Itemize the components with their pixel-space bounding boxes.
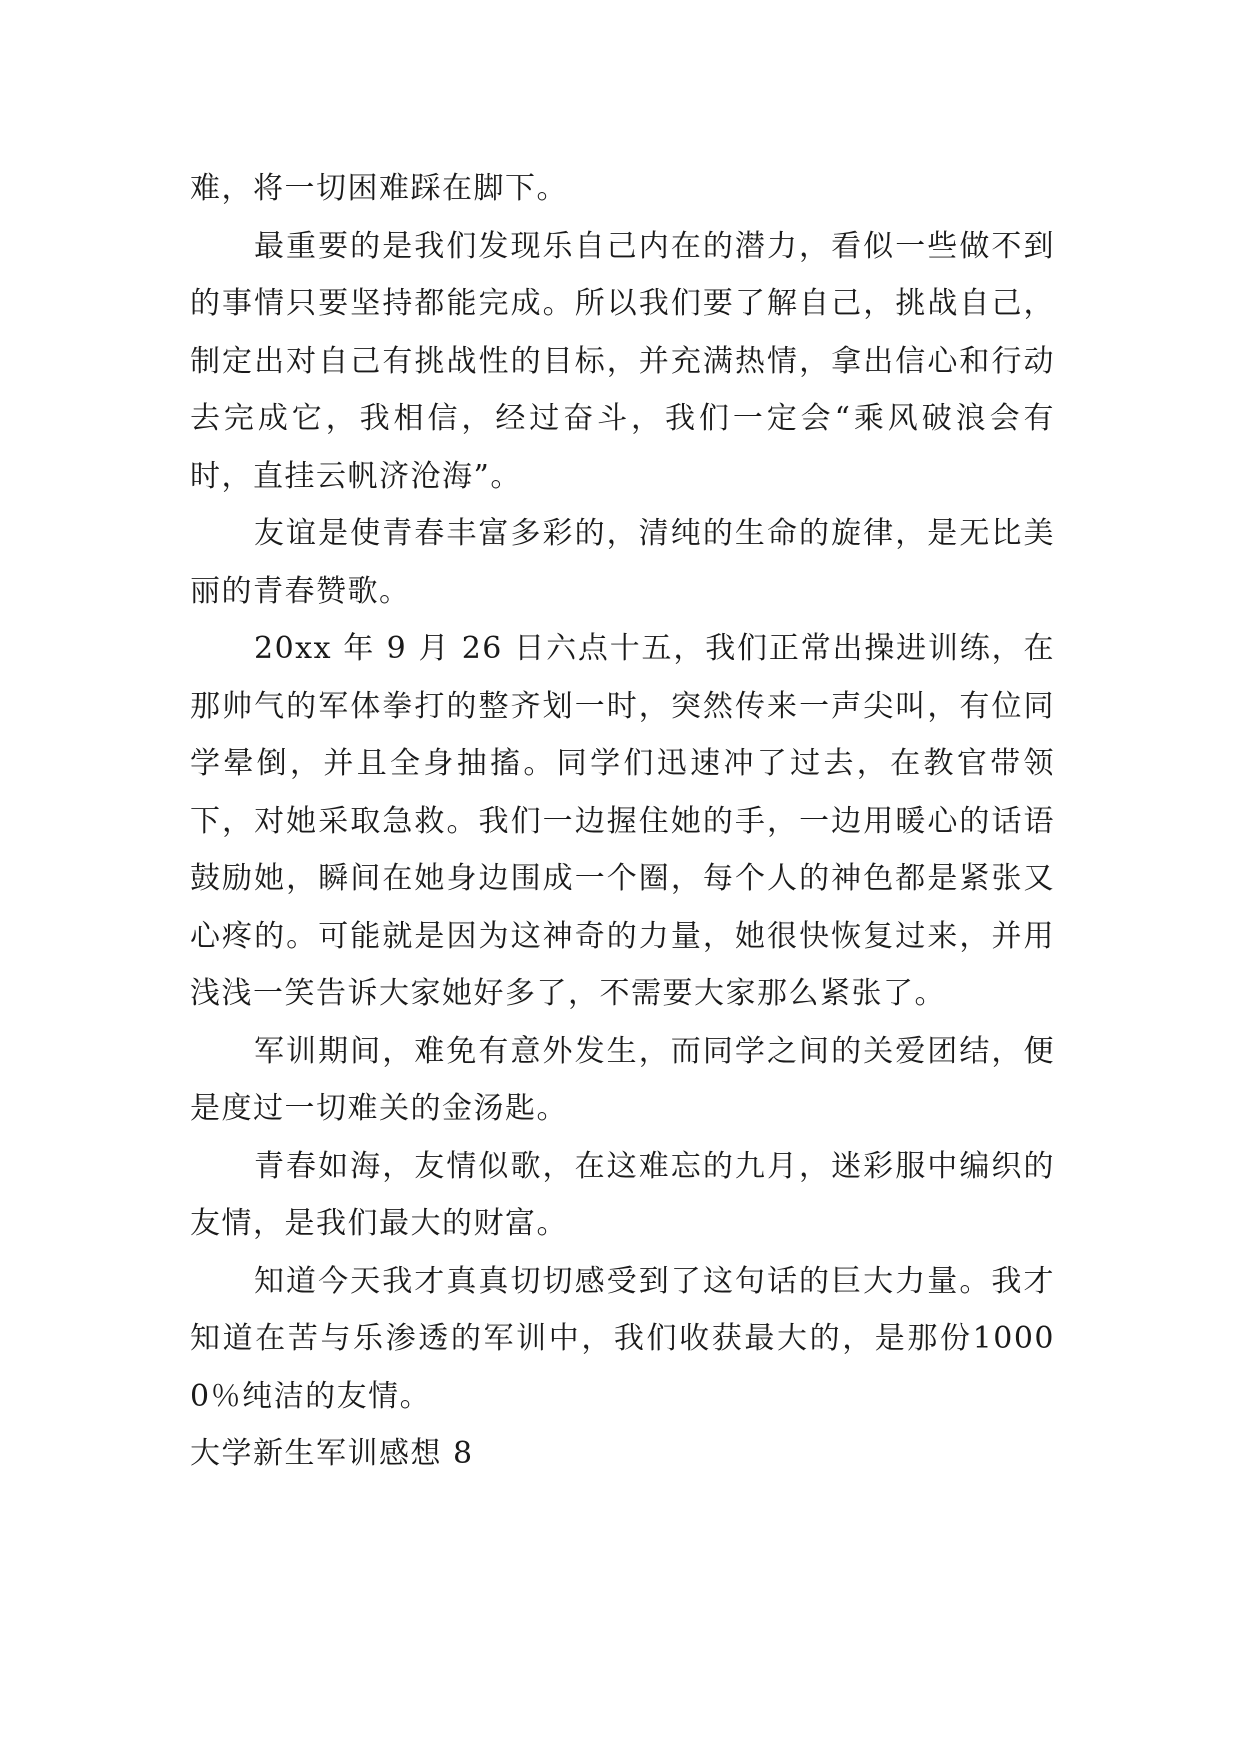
- section-heading: 大学新生军训感想 8: [190, 1436, 474, 1471]
- document-body: [190, 160, 1055, 1483]
- paragraph-conclusion: 知道今天我才真真切切感受到了这句话的巨大力量。我才知道在苦与乐渗透的军训中，我们收获最大的，是那份10000％纯洁的友情。: [190, 1263, 1055, 1414]
- paragraph-potential: 最重要的是我们发现乐自己内在的潜力，看似一些做不到的事情只要坚持都能完成。所以我们要了解自己，挑战自己，制定出对自己有挑战性的目标，并充满热情，拿出信心和行动去完成它，我相信，经过奋斗，我们一定会“乘风破浪会有时，直挂云帆济沧海”。: [190, 228, 1055, 494]
- paragraph-youth: 青春如海，友情似歌，在这难忘的九月，迷彩服中编织的友情，是我们最大的财富。: [190, 1148, 1055, 1241]
- paragraph-incident: 20xx 年 9 月 26 日六点十五，我们正常出操进训练，在那帅气的军体拳打的整齐划一时，突然传来一声尖叫，有位同学晕倒，并且全身抽搐。同学们迅速冲了过去，在教官带领下，对她采取急救。我们一边握住她的手，一边用暖心的话语鼓励她，瞬间在她身边围成一个圈，每个人的神色都是紧张又心疼的。可能就是因为这神奇的力量，她很快恢复过来，并用浅浅一笑告诉大家她好多了，不需要大家那么紧张了。: [190, 631, 1055, 1011]
- paragraph-friendship: 友谊是使青春丰富多彩的，清纯的生命的旋律，是无比美丽的青春赞歌。: [190, 516, 1055, 609]
- paragraph-continuation: 难，将一切困难踩在脚下。: [190, 171, 568, 206]
- paragraph-unity: 军训期间，难免有意外发生，而同学之间的关爱团结，便是度过一切难关的金汤匙。: [190, 1033, 1055, 1126]
